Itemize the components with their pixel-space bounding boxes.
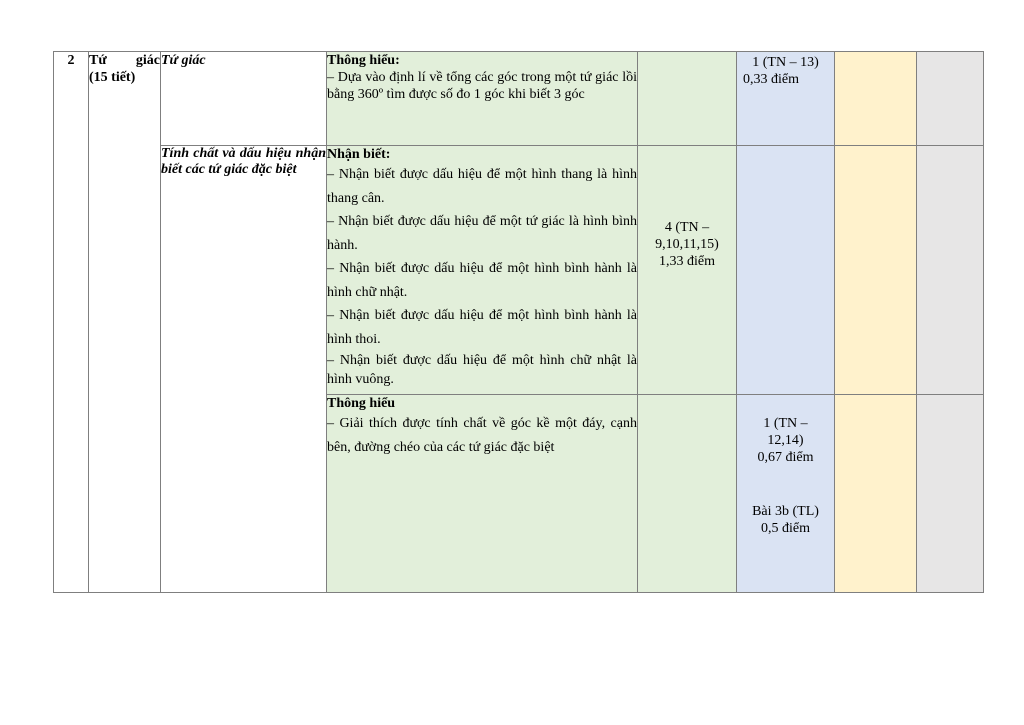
recognition-count-cell <box>638 146 737 395</box>
question-list: 9,10,11,15) <box>655 237 719 252</box>
high-application-count-cell <box>917 146 984 395</box>
level-label: Thông hiểu: <box>327 53 400 68</box>
requirement-cell <box>327 146 638 395</box>
question-count: 4 (TN – <box>664 220 710 235</box>
question-count: 1 (TN – <box>763 416 808 431</box>
question-count: 1 (TN – 13) <box>752 55 819 70</box>
understanding-count-cell <box>737 395 835 593</box>
requirement-text: – Dựa vào định lí về tổng các góc trong một tứ giác lồi bằng 360º tìm được số đo 1 góc khi biết 3 góc <box>327 70 637 102</box>
table-row <box>54 52 984 146</box>
application-count-cell <box>835 52 917 146</box>
row-number-cell <box>54 52 89 593</box>
score-value: 0,33 điểm <box>743 72 799 87</box>
application-count-cell <box>835 146 917 395</box>
score-value: 1,33 điểm <box>659 254 715 269</box>
chapter-cell <box>89 52 161 593</box>
recognition-count-cell <box>638 395 737 593</box>
unit-title: Tứ giác <box>161 53 206 68</box>
row-number: 2 <box>67 53 75 68</box>
high-application-count-cell <box>917 395 984 593</box>
high-application-count-cell <box>917 52 984 146</box>
requirement-cell <box>327 395 638 593</box>
chapter-name: Tứ giác <box>89 53 160 68</box>
requirement-item: – Nhận biết được dấu hiệu để một hình chữ nhật là hình vuông. <box>327 353 637 387</box>
score-value: 0,5 điểm <box>761 521 810 536</box>
question-list: 12,14) <box>767 433 804 448</box>
requirement-item: – Nhận biết được dấu hiệu để một hình bình hành là hình thoi. <box>327 308 637 347</box>
requirement-item: – Nhận biết được dấu hiệu để một tứ giác là hình bình hành. <box>327 214 637 253</box>
level-label: Nhận biết: <box>327 147 391 162</box>
unit-cell <box>161 146 327 593</box>
requirement-text: – Giải thích được tính chất về góc kề một đáy, cạnh bên, đường chéo của các tứ giác đặc biệt <box>327 416 637 455</box>
understanding-count-cell <box>737 146 835 395</box>
recognition-count-cell <box>638 52 737 146</box>
essay-question: Bài 3b (TL) <box>752 504 819 519</box>
application-count-cell <box>835 395 917 593</box>
unit-cell <box>161 52 327 146</box>
chapter-periods: (15 tiết) <box>89 70 136 85</box>
understanding-count-cell <box>737 52 835 146</box>
unit-title: Tính chất và dấu hiệu nhận biết các tứ giác đặc biệt <box>161 146 326 177</box>
score-value: 0,67 điểm <box>757 450 814 465</box>
table-row <box>54 146 984 395</box>
level-label: Thông hiểu <box>327 396 396 411</box>
requirement-item: – Nhận biết được dấu hiệu để một hình bình hành là hình chữ nhật. <box>327 261 637 300</box>
requirement-cell <box>327 52 638 146</box>
specification-table <box>53 51 984 593</box>
requirement-item: – Nhận biết được dấu hiệu để một hình thang là hình thang cân. <box>327 167 637 206</box>
